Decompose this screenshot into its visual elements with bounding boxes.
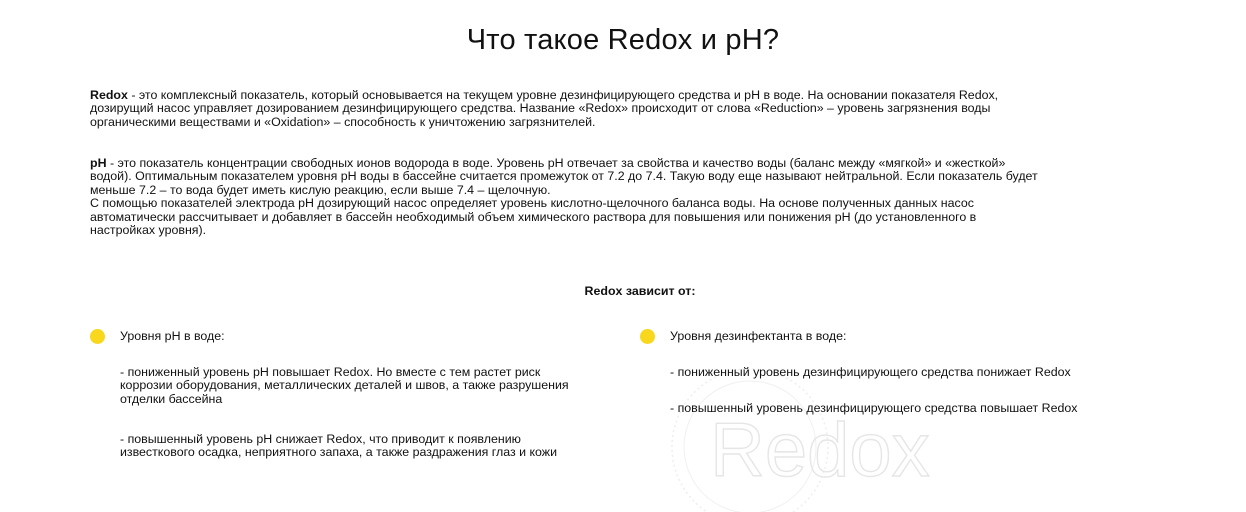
factor-title: Уровня pH в воде: <box>120 329 225 343</box>
redox-line: дозирущий насос управляет дозированием дезинфицирующего средства. Название «Redox» происходит от слова «Reduction» – уровень загрязнения воды <box>90 101 991 116</box>
factor-header <box>640 327 1200 345</box>
effect-line: коррозии оборудования, металлических деталей и швов, а также разрушения <box>120 378 569 393</box>
factor-ph-level <box>90 327 650 460</box>
redox-definition <box>90 89 1150 129</box>
effect-line: - повышенный уровень дезинфицирующего средства повышает Redox <box>670 401 1078 415</box>
ph-line: водой). Оптимальным показателем уровня pH воды в бассейне считается промежуток от 7.2 до 7.4. Такую воду еще называют нейтральной. Если показатель будет <box>90 169 1038 184</box>
effect-line: - пониженный уровень дезинфицирующего средства понижает Redox <box>670 365 1071 379</box>
effect-line: - повышенный уровень pH снижает Redox, что приводит к появлению <box>120 432 521 446</box>
factor-effect <box>120 366 650 406</box>
factor-title: Уровня дезинфектанта в воде: <box>670 329 847 343</box>
factor-effect <box>120 433 650 460</box>
redox-line: органическими веществами и «Oxidation» – способность к уничтожению загрязнителей. <box>90 114 596 129</box>
effect-line: - пониженный уровень pH повышает Redox. Но вместе с тем растет риск <box>120 365 541 379</box>
ph-line: С помощью показателей электрода pH дозирующий насос определяет уровень кислотно-щелочного баланса воды. На основе полученных данных насос <box>90 196 974 211</box>
depends-heading: Redox зависит от: <box>584 284 696 298</box>
redox-term: Redox <box>90 88 128 102</box>
factor-effect <box>670 366 1200 379</box>
factor-header <box>90 327 650 345</box>
ph-line: - это показатель концентрации свободных ионов водорода в воде. Уровень pH отвечает за свойства и качество воды (баланс между «мягкой» и «жесткой» <box>106 156 1006 170</box>
ph-definition <box>90 157 1150 237</box>
yellow-bullet-icon <box>640 329 655 344</box>
factor-effect <box>670 402 1200 415</box>
ph-line: меньше 7.2 – то вода будет иметь кислую реакцию, если выше 7.4 – щелочную. <box>90 182 551 197</box>
ph-line: автоматически рассчитывает и добавляет в бассейн необходимый объем химического раствора для повышения или понижения pH (до установленного в <box>90 209 977 224</box>
effect-line: известкового осадка, неприятного запаха, а также раздражения глаз и кожи <box>120 445 558 460</box>
factor-disinfectant-level <box>640 327 1200 415</box>
yellow-bullet-icon <box>90 329 105 344</box>
ph-term: pH <box>90 156 107 170</box>
watermark-text: Redox <box>710 408 930 493</box>
redox-line: - это комплексный показатель, который основывается на текущем уровне дезинфицирующего средства и pH в воде. На основании показателя Redox, <box>127 88 999 102</box>
page-title: Что такое Redox и pH? <box>466 24 780 56</box>
ph-line: настройках уровня). <box>90 223 207 238</box>
effect-line: отделки бассейна <box>120 391 223 406</box>
